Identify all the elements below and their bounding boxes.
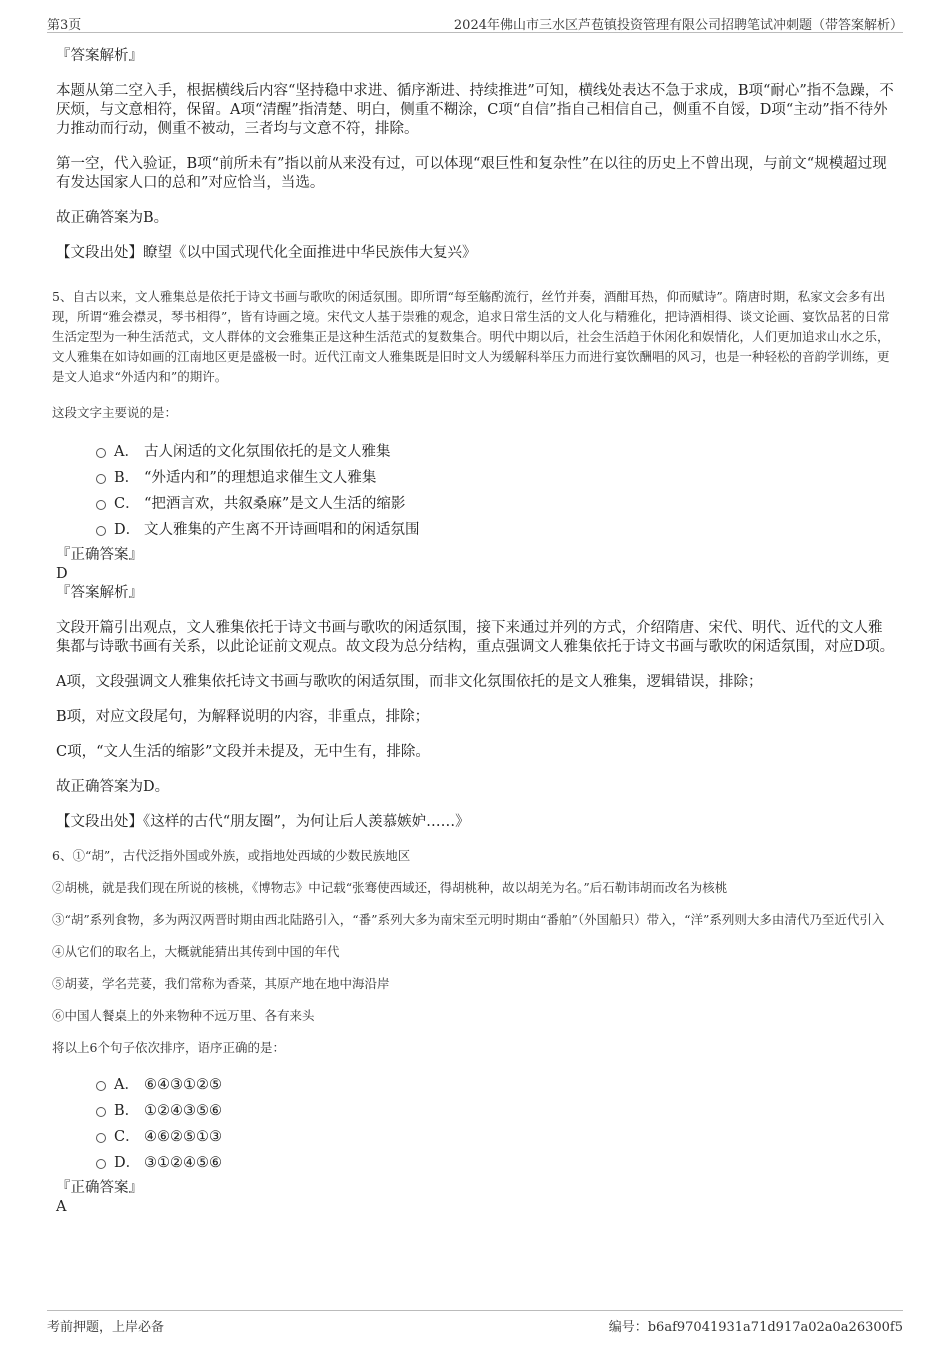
- radio-button-icon[interactable]: [96, 1081, 106, 1091]
- option-c[interactable]: C． ④⑥②⑤①③: [56, 1124, 896, 1150]
- source-citation: 【文段出处】瞭望《以中国式现代化全面推进中华民族伟大复兴》: [56, 245, 477, 261]
- sentence-3: ③“胡”系列食物，多为两汉两晋时期由西北陆路引入，“番”系列大多为南宋至元明时期由“番舶”（外国船只）带入，“洋”系列则大多由清代乃至近代引入: [52, 912, 885, 927]
- radio-button-icon[interactable]: [96, 474, 106, 484]
- page-header: [47, 12, 903, 33]
- source-citation: 【文段出处】《这样的古代“朋友圈”，为何让后人羡慕嫉妒……》: [56, 814, 470, 830]
- option-c[interactable]: C． “把酒言欢，共叙桑麻”是文人生活的缩影: [56, 491, 896, 517]
- radio-button-icon[interactable]: [96, 1107, 106, 1117]
- option-a[interactable]: A． 古人闲适的文化氛围依托的是文人雅集: [56, 439, 896, 465]
- conclusion: 故正确答案为D。: [56, 779, 170, 795]
- options-list: [56, 1072, 896, 1176]
- radio-button-icon[interactable]: [96, 500, 106, 510]
- analysis-label: 『答案解析』: [56, 48, 143, 64]
- page-content: [52, 45, 896, 1217]
- analysis-paragraph: A项，文段强调文人雅集依托诗文书画与歌吹的闲适氛围，而非文化氛围依托的是文人雅集，逻辑错误，排除；: [56, 674, 763, 690]
- sentence-4: ④从它们的取名上，大概就能猜出其传到中国的年代: [52, 944, 340, 959]
- question-prompt: 将以上6个句子依次排序，语序正确的是：: [52, 1040, 285, 1055]
- document-title: 2024年佛山市三水区芦苞镇投资管理有限公司招聘笔试冲刺题（带答案解析）: [453, 18, 903, 33]
- correct-answer-label: 『正确答案』: [56, 1180, 143, 1196]
- sentence-1: 6、①“胡”，古代泛指外国或外族，或指地处西域的少数民族地区: [52, 848, 411, 863]
- question-stem: 5、自古以来，文人雅集总是依托于诗文书画与歌吹的闲适氛围。即所谓“每至觞酌流行，丝竹并奏，酒酣耳热，仰而赋诗”。隋唐时期，私家文会多有出现，所谓“雅会襟灵，琴书相得”，皆有诗画之境。宋代文人基于崇雅的观念，追求日常生活的文人化与精雅化，把诗酒相得、谈文论画、宴饮品茗的日常生活定型为一种生活范式，文人群体的文会雅集正是这种生活范式的复数集合。明代中期以后，社会生活趋于休闲化和娱情化，人们更加追求山水之乐，文人雅集在如诗如画的江南地区更是盛极一时。近代江南文人雅集既是旧时文人为缓解科举压力而进行宴饮酬唱的风习，也是一种轻松的音韵学训练，更是文人追求“外适内和”的期许。: [52, 289, 890, 384]
- radio-button-icon[interactable]: [96, 448, 106, 458]
- analysis-paragraph: B项，对应文段尾句，为解释说明的内容，非重点，排除；: [56, 709, 430, 725]
- analysis-paragraph: 本题从第二空入手，根据横线后内容“坚持稳中求进、循序渐进、持续推进”可知，横线处表达不急于求成，B项“耐心”指不急躁，不厌烦，与文意相符，保留。A项“清醒”指清楚、明白，侧重不糊涂，C项“自信”指自己相信自己，侧重不自馁，D项“主动”指不待外力推动而行动，侧重不被动，三者均与文意不符，排除。: [56, 83, 894, 137]
- correct-answer: D: [56, 566, 68, 582]
- option-d[interactable]: D． 文人雅集的产生离不开诗画唱和的闲适氛围: [56, 517, 896, 543]
- sentence-5: ⑤胡荽，学名芫荽，我们常称为香菜，其原产地在地中海沿岸: [52, 976, 390, 991]
- radio-button-icon[interactable]: [96, 526, 106, 536]
- footer-slogan: 考前押题，上岸必备: [47, 1320, 165, 1335]
- question-prompt: 这段文字主要说的是：: [52, 405, 178, 420]
- sentence-6: ⑥中国人餐桌上的外来物种不远万里、各有来头: [52, 1008, 315, 1023]
- option-d[interactable]: D． ③①②④⑤⑥: [56, 1150, 896, 1176]
- correct-answer-label: 『正确答案』: [56, 547, 143, 563]
- analysis-paragraph: 文段开篇引出观点，文人雅集依托于诗文书画与歌吹的闲适氛围，接下来通过并列的方式，介绍隋唐、宋代、明代、近代的文人雅集都与诗歌书画有关系，以此论证前文观点。故文段为总分结构，重点强调文人雅集依托于诗文书画与歌吹的闲适氛围，对应D项。: [56, 620, 895, 655]
- page-number: 第3页: [47, 18, 82, 33]
- analysis-paragraph: 第一空，代入验证，B项“前所未有”指以前从来没有过，可以体现“艰巨性和复杂性”在以往的历史上不曾出现，与前文“规模超过现有发达国家人口的总和”对应恰当，当选。: [56, 156, 887, 191]
- conclusion: 故正确答案为B。: [56, 210, 169, 226]
- option-b[interactable]: B． ①②④③⑤⑥: [56, 1098, 896, 1124]
- option-a[interactable]: A． ⑥④③①②⑤: [56, 1072, 896, 1098]
- page-footer: [47, 1310, 903, 1337]
- option-b[interactable]: B． “外适内和”的理想追求催生文人雅集: [56, 465, 896, 491]
- document-id: 编号：b6af97041931a71d917a02a0a26300f5: [608, 1320, 903, 1335]
- correct-answer: A: [56, 1199, 67, 1215]
- sentence-2: ②胡桃，就是我们现在所说的核桃，《博物志》中记载“张骞使西域还，得胡桃种，故以胡羌为名。”后石勒讳胡而改名为核桃: [52, 880, 728, 895]
- radio-button-icon[interactable]: [96, 1159, 106, 1169]
- analysis-label: 『答案解析』: [56, 585, 143, 601]
- options-list: [56, 439, 896, 543]
- radio-button-icon[interactable]: [96, 1133, 106, 1143]
- analysis-paragraph: C项，“文人生活的缩影”文段并未提及，无中生有，排除。: [56, 744, 430, 760]
